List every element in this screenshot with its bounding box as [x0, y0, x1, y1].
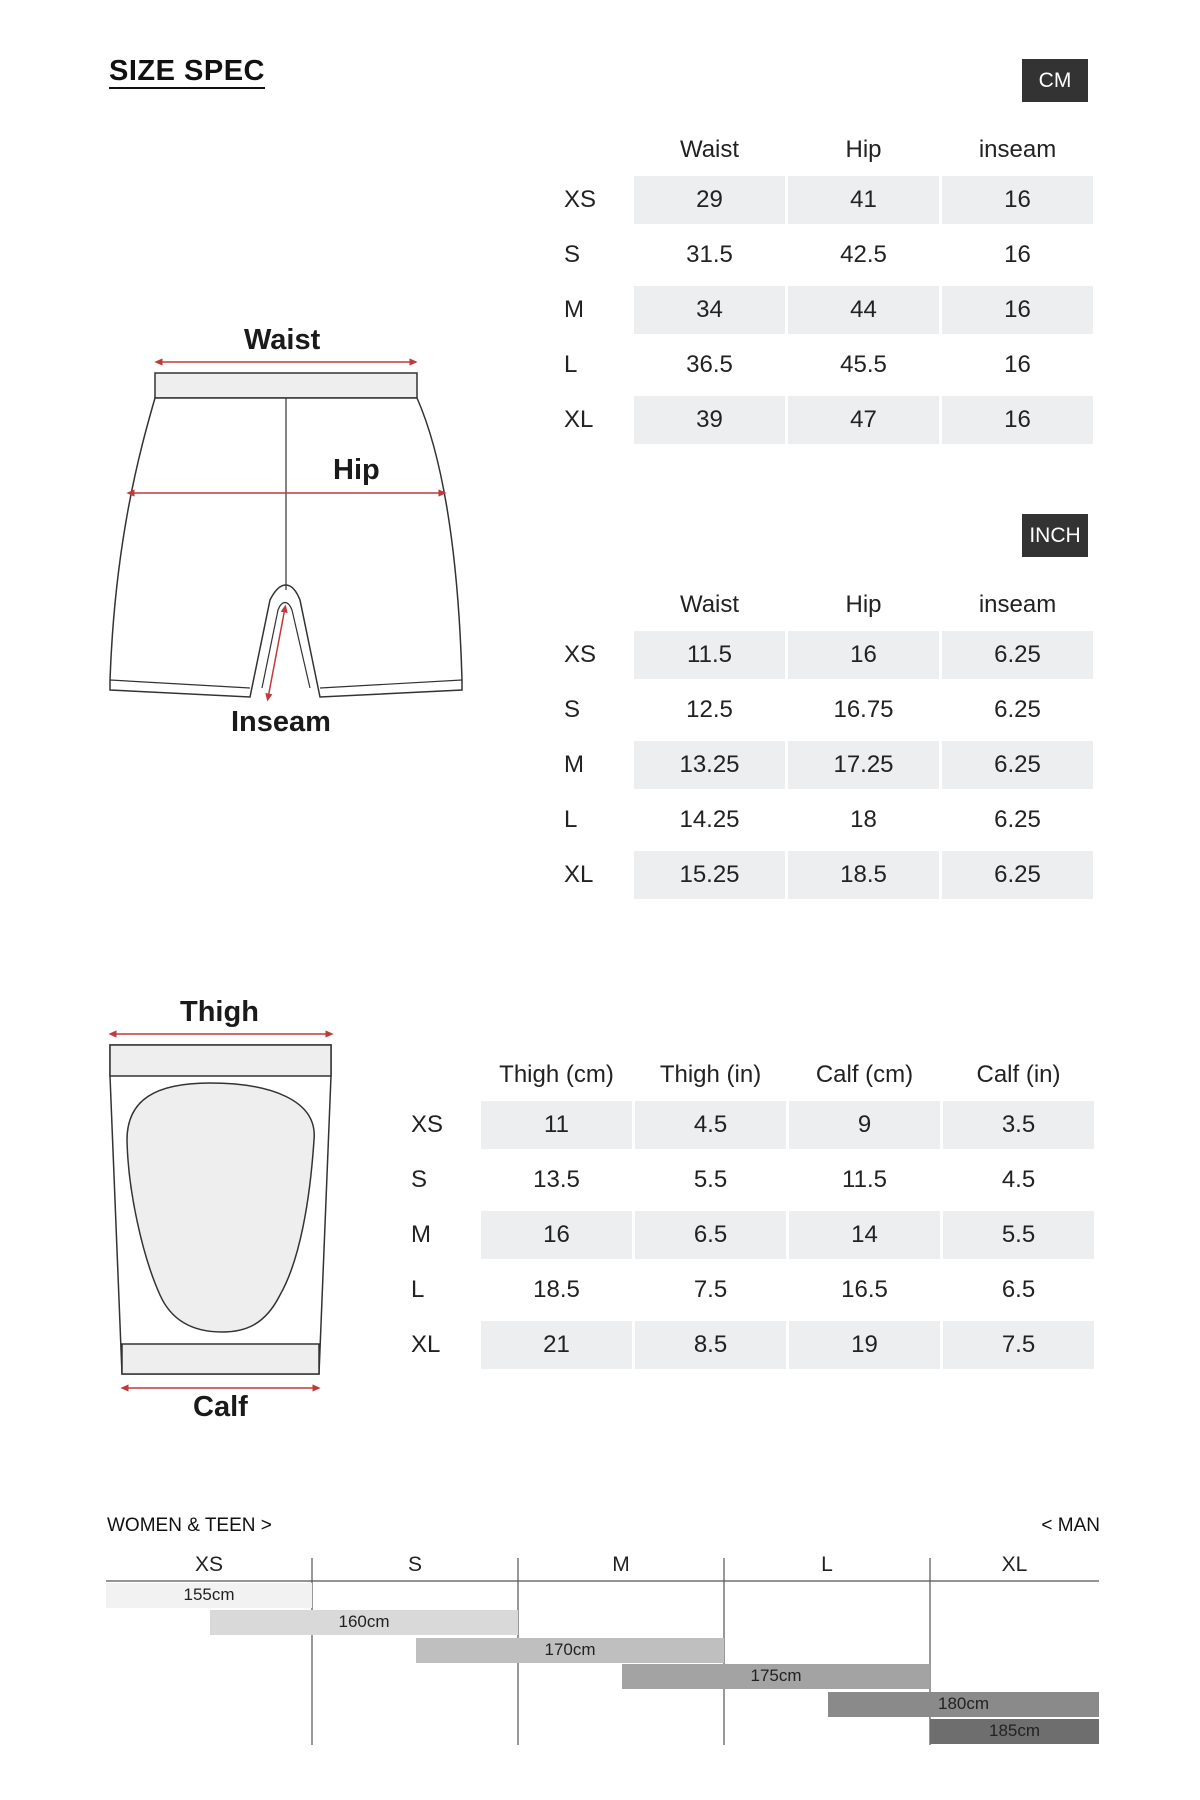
value-cell: 7.5: [693, 1276, 728, 1303]
column-header: Thigh (in): [659, 1061, 762, 1088]
value-cell: 19: [789, 1321, 940, 1369]
table-row: [563, 231, 1093, 279]
height-label-180: 180cm: [937, 1694, 990, 1713]
size-cell: XL: [564, 861, 594, 888]
column-header: Waist: [679, 136, 740, 163]
column-label-s: S: [407, 1553, 422, 1576]
value-cell: 44: [788, 286, 939, 334]
women-teen-label: WOMEN & TEEN >: [107, 1515, 272, 1536]
table-row: [563, 396, 1093, 444]
size-cell: L: [411, 1276, 425, 1303]
table-row: [563, 686, 1093, 734]
value-cell: 15.25: [634, 851, 785, 899]
column-label-m: M: [612, 1553, 630, 1576]
value-cell: 16.5: [841, 1276, 888, 1303]
size-cell: M: [564, 296, 584, 323]
value-cell: 5.5: [943, 1211, 1094, 1259]
value-cell: 16: [1004, 351, 1031, 378]
size-cell: XS: [411, 1111, 444, 1138]
waistband: [155, 373, 417, 398]
table-row: [563, 631, 1093, 679]
value-cell: 4.5: [1001, 1166, 1036, 1193]
size-cell: S: [564, 241, 581, 268]
value-cell: 18.5: [533, 1276, 580, 1303]
size-cell: S: [564, 696, 581, 723]
column-header: inseam: [978, 591, 1057, 618]
sleeve-table: [407, 1049, 1097, 1376]
size-cell: M: [411, 1221, 431, 1248]
table-row: [410, 1266, 1094, 1314]
value-cell: 42.5: [840, 241, 887, 268]
calf-label: Calf: [193, 1391, 248, 1423]
column-header: inseam: [978, 136, 1057, 163]
column-label-l: L: [821, 1553, 833, 1576]
cm-table: [560, 124, 1096, 451]
cm-badge: CM: [1022, 59, 1088, 102]
value-cell: 6.5: [635, 1211, 786, 1259]
value-cell: 6.25: [942, 741, 1093, 789]
column-label-xl: XL: [1001, 1553, 1028, 1576]
height-label-155: 155cm: [183, 1585, 235, 1604]
value-cell: 11: [481, 1101, 632, 1149]
table-row: [563, 341, 1093, 389]
value-cell: 4.5: [635, 1101, 786, 1149]
inch-badge: INCH: [1022, 514, 1088, 557]
height-label-170: 170cm: [544, 1640, 596, 1659]
size-cell: L: [564, 806, 578, 833]
column-header: Hip: [845, 591, 882, 618]
value-cell: 16: [942, 396, 1093, 444]
page-title: SIZE SPEC: [109, 55, 265, 87]
value-cell: 18: [850, 806, 877, 833]
size-cell: L: [564, 351, 578, 378]
column-header: Hip: [845, 136, 882, 163]
value-cell: 13.25: [634, 741, 785, 789]
table-row: [410, 1211, 1094, 1259]
value-cell: 5.5: [693, 1166, 728, 1193]
value-cell: 11.5: [634, 631, 785, 679]
value-cell: 21: [481, 1321, 632, 1369]
table-row: [410, 1101, 1094, 1149]
inseam-label: Inseam: [231, 706, 331, 738]
sleeve-top-band: [110, 1045, 331, 1076]
size-cell: XS: [564, 641, 597, 668]
table-row: [563, 286, 1093, 334]
value-cell: 8.5: [635, 1321, 786, 1369]
height-label-160: 160cm: [338, 1612, 390, 1631]
table-row: [410, 1321, 1094, 1369]
value-cell: 7.5: [943, 1321, 1094, 1369]
size-cell: XS: [564, 186, 597, 213]
value-cell: 13.5: [533, 1166, 580, 1193]
table-row: [563, 176, 1093, 224]
column-header: Calf (cm): [815, 1061, 914, 1088]
value-cell: 16: [942, 176, 1093, 224]
size-cell: XL: [564, 406, 594, 433]
column-header: Calf (in): [976, 1061, 1061, 1088]
value-cell: 3.5: [943, 1101, 1094, 1149]
table-row: [563, 851, 1093, 899]
value-cell: 41: [788, 176, 939, 224]
value-cell: 39: [634, 396, 785, 444]
value-cell: 16: [788, 631, 939, 679]
value-cell: 6.25: [994, 806, 1041, 833]
value-cell: 34: [634, 286, 785, 334]
value-cell: 16: [481, 1211, 632, 1259]
value-cell: 6.25: [994, 696, 1041, 723]
size-cell: M: [564, 751, 584, 778]
inch-table: [560, 579, 1096, 906]
thigh-label: Thigh: [180, 996, 259, 1028]
value-cell: 14: [789, 1211, 940, 1259]
size-cell: XL: [411, 1331, 441, 1358]
table-row: [410, 1156, 1094, 1204]
height-label-185: 185cm: [988, 1721, 1041, 1740]
column-header: Waist: [679, 591, 740, 618]
height-label-175: 175cm: [750, 1666, 802, 1685]
value-cell: 6.5: [1001, 1276, 1036, 1303]
value-cell: 16: [1004, 241, 1031, 268]
value-cell: 6.25: [942, 851, 1093, 899]
value-cell: 31.5: [686, 241, 733, 268]
value-cell: 16.75: [833, 696, 894, 723]
man-label: < MAN: [1041, 1515, 1100, 1536]
inseam-arrow: [268, 608, 285, 698]
value-cell: 11.5: [842, 1166, 887, 1193]
value-cell: 45.5: [840, 351, 887, 378]
value-cell: 36.5: [686, 351, 733, 378]
waist-label: Waist: [244, 324, 321, 356]
table-row: [563, 796, 1093, 844]
value-cell: 6.25: [942, 631, 1093, 679]
value-cell: 17.25: [788, 741, 939, 789]
column-label-xs: XS: [194, 1553, 223, 1576]
size-cell: S: [411, 1166, 428, 1193]
value-cell: 14.25: [679, 806, 740, 833]
shorts-diagram: [100, 320, 480, 740]
value-cell: 9: [789, 1101, 940, 1149]
sleeve-bottom-band: [122, 1344, 319, 1374]
value-cell: 16: [942, 286, 1093, 334]
table-row: [563, 741, 1093, 789]
hip-label: Hip: [333, 454, 380, 486]
value-cell: 29: [634, 176, 785, 224]
value-cell: 12.5: [686, 696, 733, 723]
column-header: Thigh (cm): [499, 1061, 614, 1088]
value-cell: 18.5: [788, 851, 939, 899]
sleeve-diagram: [100, 1025, 350, 1405]
value-cell: 47: [788, 396, 939, 444]
